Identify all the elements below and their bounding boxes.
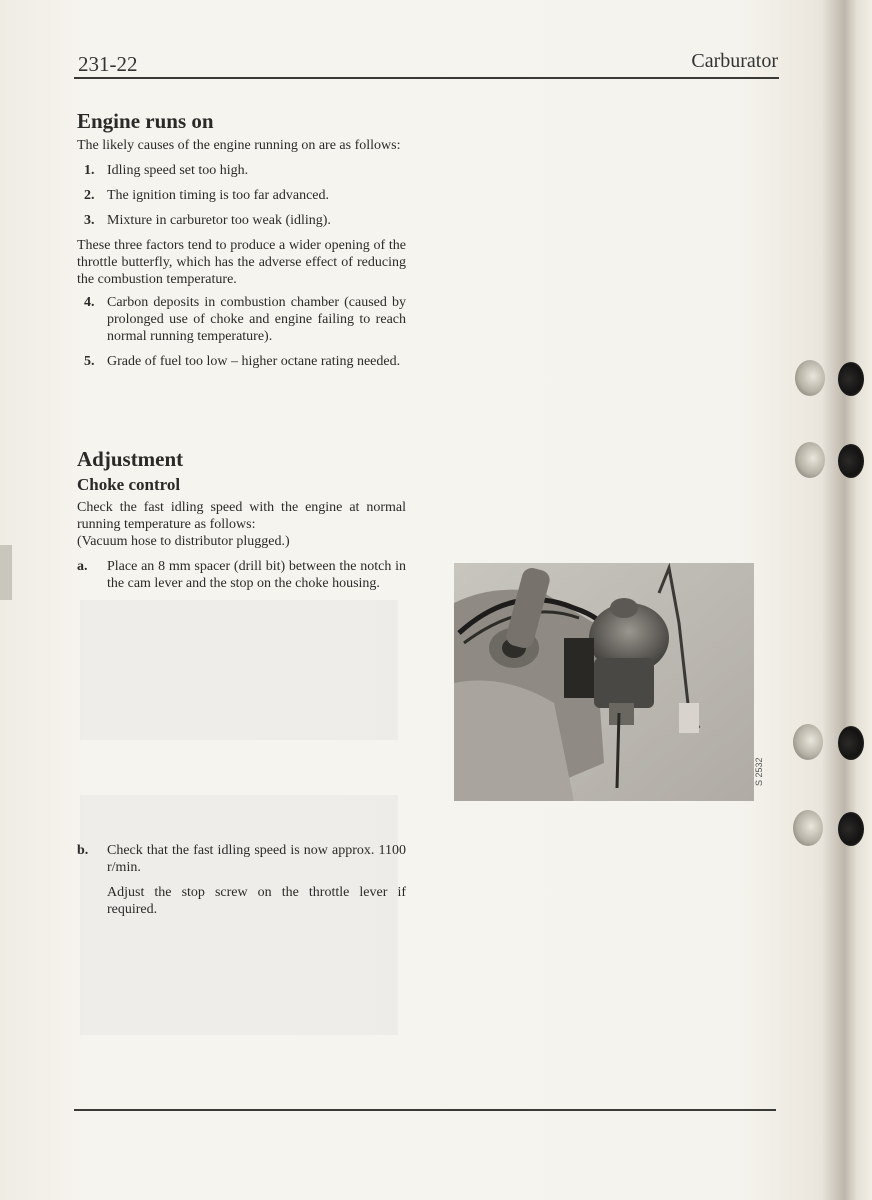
cause-text: Carbon deposits in combustion chamber (caused by prolonged use of choke and engine failing to reach normal running temperature). — [107, 295, 406, 344]
cause-number: 4. — [84, 295, 95, 310]
step-text: Check that the fast idling speed is now approx. 1100 r/min. — [107, 843, 406, 875]
adjustment-section — [77, 447, 406, 592]
carburetor-illustration — [454, 563, 754, 801]
cause-text: The ignition timing is too far advanced. — [107, 188, 330, 203]
cause-item — [77, 162, 406, 179]
step-followup — [77, 884, 406, 918]
figure-code: S 2532 — [754, 757, 764, 786]
binder-hole — [795, 442, 825, 478]
adjustment-heading: Adjustment — [77, 447, 184, 471]
cause-number: 3. — [84, 213, 95, 228]
step-item — [77, 842, 406, 876]
section-title: Carburator — [691, 50, 778, 72]
binder-edge — [0, 545, 12, 600]
binder-hole-shadow — [838, 726, 864, 760]
cause-text: Mixture in carburetor too weak (idling). — [107, 213, 331, 228]
cause-text: Idling speed set too high. — [107, 163, 249, 178]
cause-item — [77, 212, 406, 229]
step-label: a. — [77, 559, 88, 574]
step-b-section — [77, 842, 406, 918]
binder-hole-shadow — [838, 362, 864, 396]
cause-number: 1. — [84, 163, 95, 178]
choke-control-note: (Vacuum hose to distributor plugged.) — [77, 534, 290, 549]
binder-hole-shadow — [838, 444, 864, 478]
step-label: b. — [77, 843, 89, 858]
choke-control-intro: Check the fast idling speed with the engine at normal running temperature as follows: — [77, 500, 406, 532]
step-text: Place an 8 mm spacer (drill bit) between the notch in the cam lever and the stop on the choke housing. — [107, 559, 406, 591]
step-followup-text: Adjust the stop screw on the throttle lever if required. — [107, 885, 406, 917]
choke-control-subheading: Choke control — [77, 475, 181, 494]
engine-runs-on-intro: The likely causes of the engine running on are as follows: — [77, 138, 401, 153]
cause-text: Grade of fuel too low – higher octane rating needed. — [107, 354, 401, 369]
carburetor-photo — [454, 563, 754, 801]
cause-item — [77, 353, 406, 370]
engine-runs-on-section — [77, 109, 406, 370]
cause-number: 2. — [84, 188, 95, 203]
header-rule — [74, 77, 779, 79]
binder-hole — [793, 724, 823, 760]
cause-item — [77, 187, 406, 204]
page-number: 231-22 — [78, 52, 138, 76]
step-item — [77, 558, 406, 592]
cause-number: 5. — [84, 354, 95, 369]
footer-rule — [74, 1109, 776, 1111]
engine-runs-on-explanation: These three factors tend to produce a wider opening of the throttle butterfly, which has the adverse effect of reducing the combustion temperature. — [77, 238, 406, 287]
binder-hole — [795, 360, 825, 396]
bleed-through-area — [80, 600, 398, 740]
cause-item — [77, 294, 406, 345]
binder-hole-shadow — [838, 812, 864, 846]
page-curl-shadow — [822, 0, 872, 1200]
binder-hole — [793, 810, 823, 846]
engine-runs-on-heading: Engine runs on — [77, 109, 214, 133]
